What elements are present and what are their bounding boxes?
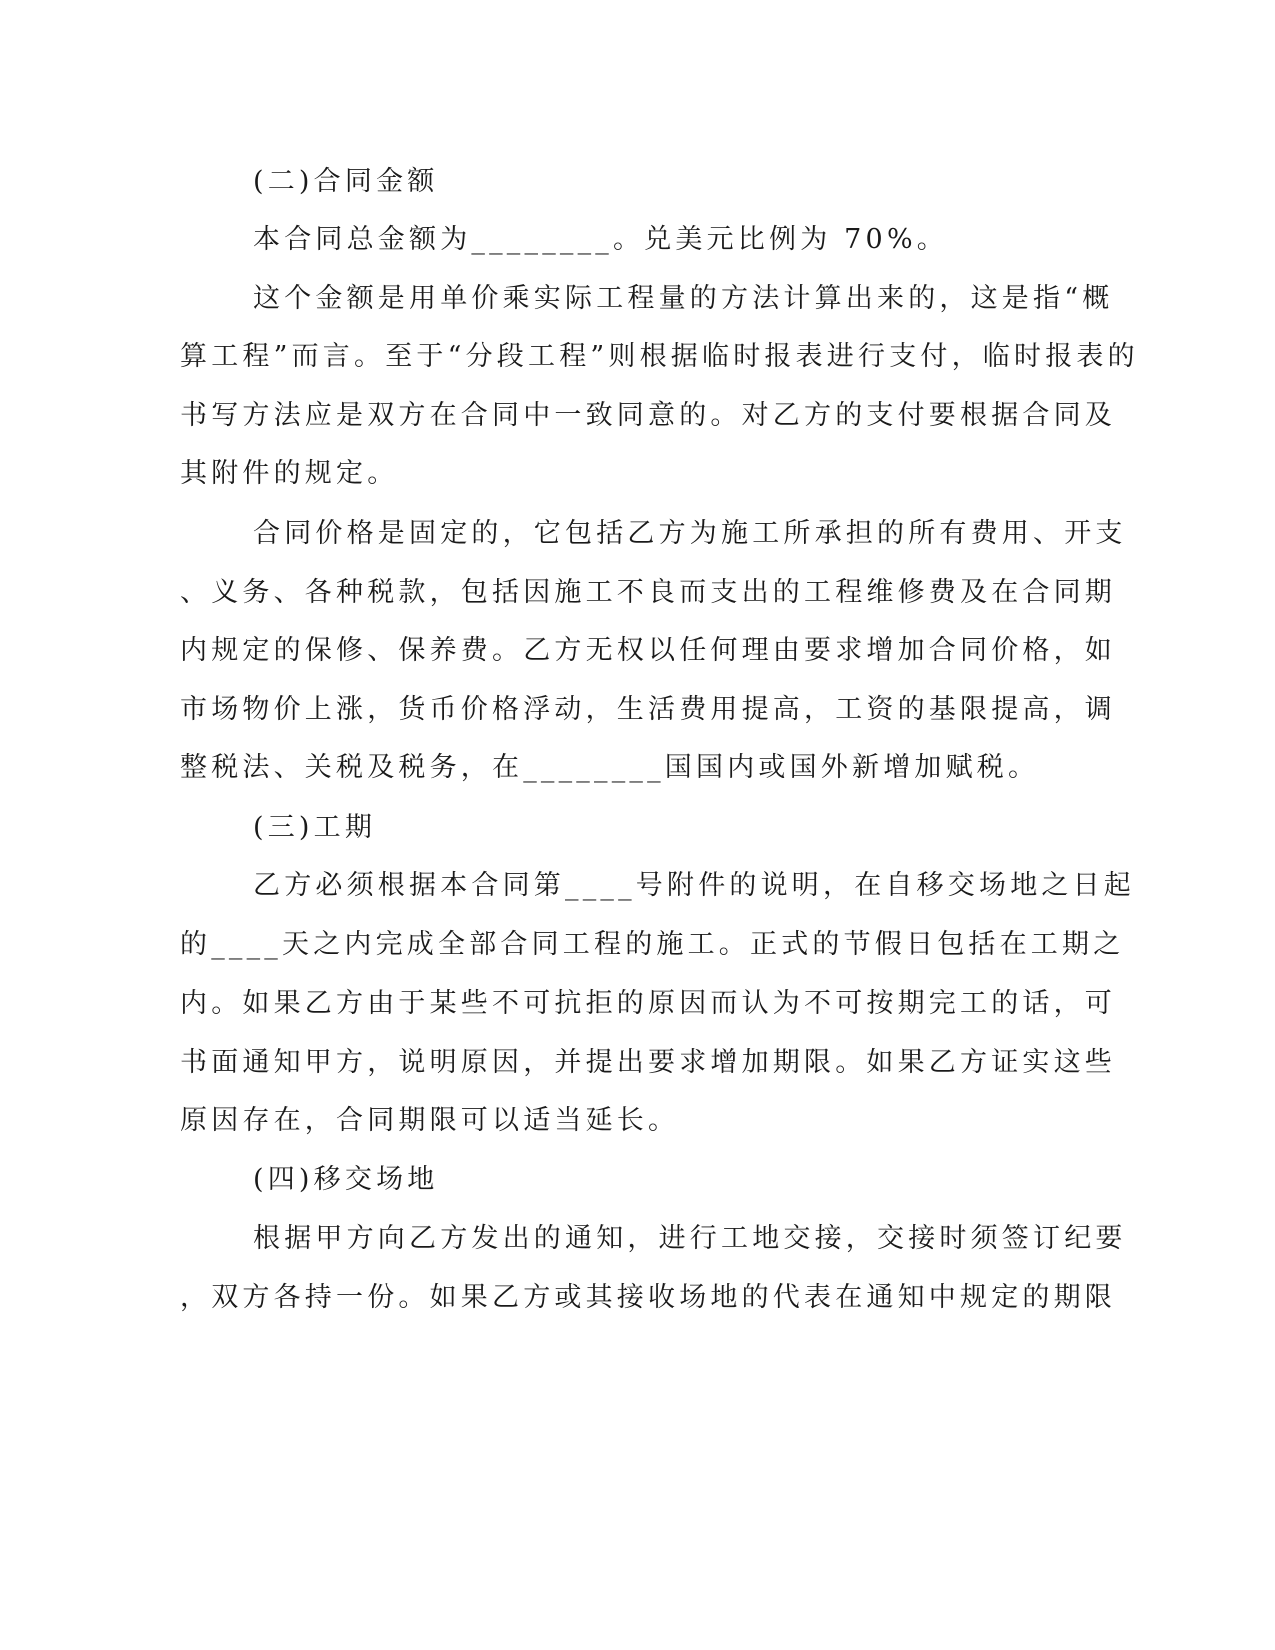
section-heading-site-handover: (四)移交场地 (253, 1164, 439, 1195)
paragraph-line: 书写方法应是双方在合同中一致同意的。对乙方的支付要根据合同及 (180, 400, 1116, 431)
paragraph-line: 合同价格是固定的，它包括乙方为施工所承担的所有费用、开支 (253, 518, 1127, 549)
section-heading-contract-amount: (二)合同金额 (253, 166, 439, 197)
paragraph-line: 原因存在，合同期限可以适当延长。 (180, 1105, 680, 1136)
paragraph-line: 其附件的规定。 (180, 458, 399, 489)
paragraph-line: 算工程”而言。至于“分段工程”则根据临时报表进行支付，临时报表的 (180, 341, 1139, 372)
paragraph-line: 书面通知甲方，说明原因，并提出要求增加期限。如果乙方证实这些 (180, 1047, 1116, 1078)
paragraph-line: 内。如果乙方由于某些不可抗拒的原因而认为不可按期完工的话，可 (180, 988, 1116, 1019)
paragraph-line: 本合同总金额为________。兑美元比例为 70%。 (253, 224, 948, 255)
paragraph-line: 整税法、关税及税务，在________国国内或国外新增加赋税。 (180, 752, 1040, 783)
paragraph-line: 、义务、各种税款，包括因施工不良而支出的工程维修费及在合同期 (180, 577, 1116, 608)
paragraph-line: 乙方必须根据本合同第____号附件的说明，在自移交场地之日起 (253, 870, 1135, 901)
paragraph-line: 这个金额是用单价乘实际工程量的方法计算出来的，这是指“概 (253, 283, 1114, 314)
paragraph-line: ，双方各持一份。如果乙方或其接收场地的代表在通知中规定的期限 (180, 1282, 1116, 1313)
section-heading-schedule: (三)工期 (253, 812, 377, 843)
paragraph-line: 内规定的保修、保养费。乙方无权以任何理由要求增加合同价格，如 (180, 635, 1116, 666)
paragraph-line: 的____天之内完成全部合同工程的施工。正式的节假日包括在工期之 (180, 929, 1125, 960)
paragraph-line: 市场物价上涨，货币价格浮动，生活费用提高，工资的基限提高，调 (180, 694, 1116, 725)
paragraph-line: 根据甲方向乙方发出的通知，进行工地交接，交接时须签订纪要 (253, 1223, 1127, 1254)
